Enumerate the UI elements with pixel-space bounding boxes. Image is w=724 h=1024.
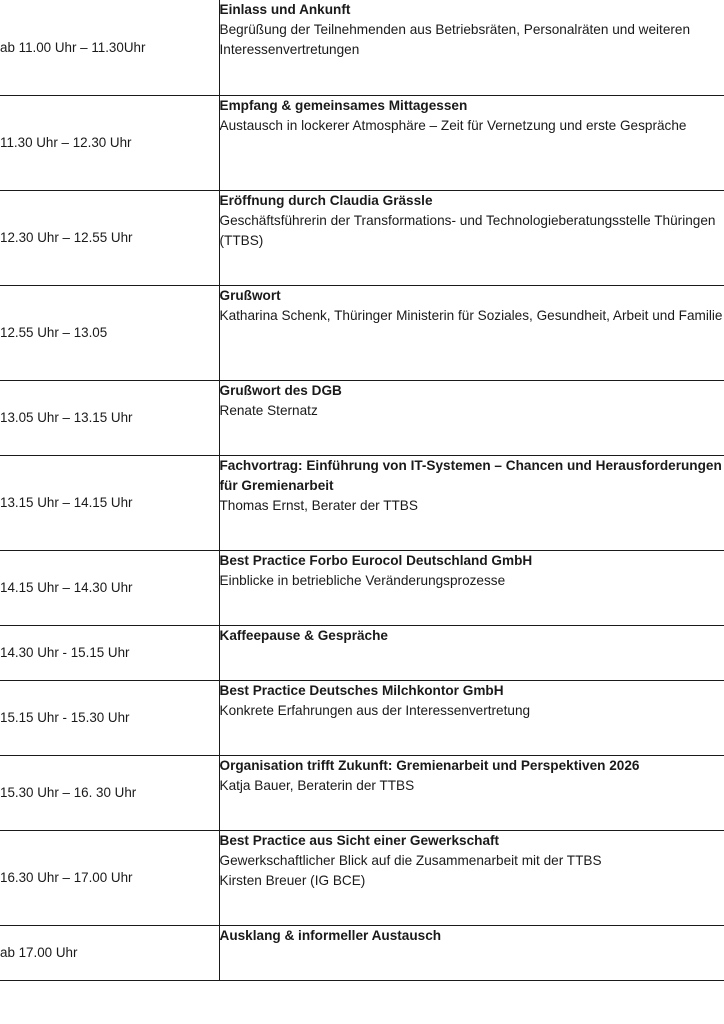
session-title: Grußwort xyxy=(219,287,281,303)
session-detail: Konkrete Erfahrungen aus der Interessenvertretung xyxy=(219,702,531,718)
session-speaker: Kirsten Breuer (IG BCE) xyxy=(219,872,366,888)
session-title: Kaffeepause & Gespräche xyxy=(219,627,388,643)
agenda-row xyxy=(0,380,724,455)
description-cell xyxy=(219,190,724,285)
agenda-row xyxy=(0,455,724,550)
description-cell xyxy=(219,625,724,680)
session-detail: Katja Bauer, Beraterin der TTBS xyxy=(219,777,415,793)
session-title: Best Practice Forbo Eurocol Deutschland GmbH xyxy=(219,552,533,568)
session-detail: Begrüßung der Teilnehmenden aus Betriebsräten, Personalräten und weiteren Interessenvertretungen xyxy=(219,22,691,57)
agenda-row xyxy=(0,95,724,190)
time-cell: 13.05 Uhr – 13.15 Uhr xyxy=(0,380,219,455)
time-cell: 14.15 Uhr – 14.30 Uhr xyxy=(0,550,219,625)
time-cell: 12.30 Uhr – 12.55 Uhr xyxy=(0,190,219,285)
time-cell: 15.30 Uhr – 16. 30 Uhr xyxy=(0,755,219,830)
session-title: Best Practice Deutsches Milchkontor GmbH xyxy=(219,682,504,698)
description-cell xyxy=(219,95,724,190)
time-cell: ab 11.00 Uhr – 11.30Uhr xyxy=(0,0,219,95)
agenda-row xyxy=(0,925,724,980)
time-cell: 15.15 Uhr - 15.30 Uhr xyxy=(0,680,219,755)
agenda-row xyxy=(0,755,724,830)
time-cell: 13.15 Uhr – 14.15 Uhr xyxy=(0,455,219,550)
session-detail: Einblicke in betriebliche Veränderungsprozesse xyxy=(219,572,506,588)
session-title: Best Practice aus Sicht einer Gewerkschaft xyxy=(219,832,500,848)
agenda-row xyxy=(0,285,724,380)
time-cell: 11.30 Uhr – 12.30 Uhr xyxy=(0,95,219,190)
agenda-row xyxy=(0,190,724,285)
session-title: Empfang & gemeinsames Mittagessen xyxy=(219,97,468,113)
session-title: Einlass und Ankunft xyxy=(219,2,351,17)
session-detail: Austausch in lockerer Atmosphäre – Zeit für Vernetzung und erste Gespräche xyxy=(219,117,687,133)
session-detail: Gewerkschaftlicher Blick auf die Zusammenarbeit mit der TTBS xyxy=(219,852,602,868)
agenda-row xyxy=(0,625,724,680)
session-detail: Renate Sternatz xyxy=(219,402,318,418)
session-title: Fachvortrag: Einführung von IT-Systemen – Chancen und Herausforderungen für Gremienarbeit xyxy=(219,457,722,493)
description-cell xyxy=(219,680,724,755)
description-cell xyxy=(219,550,724,625)
session-title: Ausklang & informeller Austausch xyxy=(219,927,442,943)
session-detail: Katharina Schenk, Thüringer Ministerin für Soziales, Gesundheit, Arbeit und Familie xyxy=(219,307,723,323)
session-title: Eröffnung durch Claudia Grässle xyxy=(219,192,433,208)
session-detail: Geschäftsführerin der Transformations- und Technologieberatungsstelle Thüringen (TTBS) xyxy=(219,212,716,248)
session-detail: Thomas Ernst, Berater der TTBS xyxy=(219,497,418,513)
description-cell xyxy=(219,925,724,980)
description-cell xyxy=(219,285,724,380)
description-cell xyxy=(219,380,724,455)
description-cell xyxy=(219,0,724,95)
time-cell: 16.30 Uhr – 17.00 Uhr xyxy=(0,830,219,925)
session-title: Organisation trifft Zukunft: Gremienarbeit und Perspektiven 2026 xyxy=(219,757,640,773)
description-cell xyxy=(219,755,724,830)
time-cell: 14.30 Uhr - 15.15 Uhr xyxy=(0,625,219,680)
agenda-row xyxy=(0,680,724,755)
session-title: Grußwort des DGB xyxy=(219,382,342,398)
agenda-row xyxy=(0,0,724,95)
agenda-row xyxy=(0,830,724,925)
description-cell xyxy=(219,830,724,925)
agenda-row xyxy=(0,550,724,625)
time-cell: ab 17.00 Uhr xyxy=(0,925,219,980)
description-cell xyxy=(219,455,724,550)
time-cell: 12.55 Uhr – 13.05 xyxy=(0,285,219,380)
